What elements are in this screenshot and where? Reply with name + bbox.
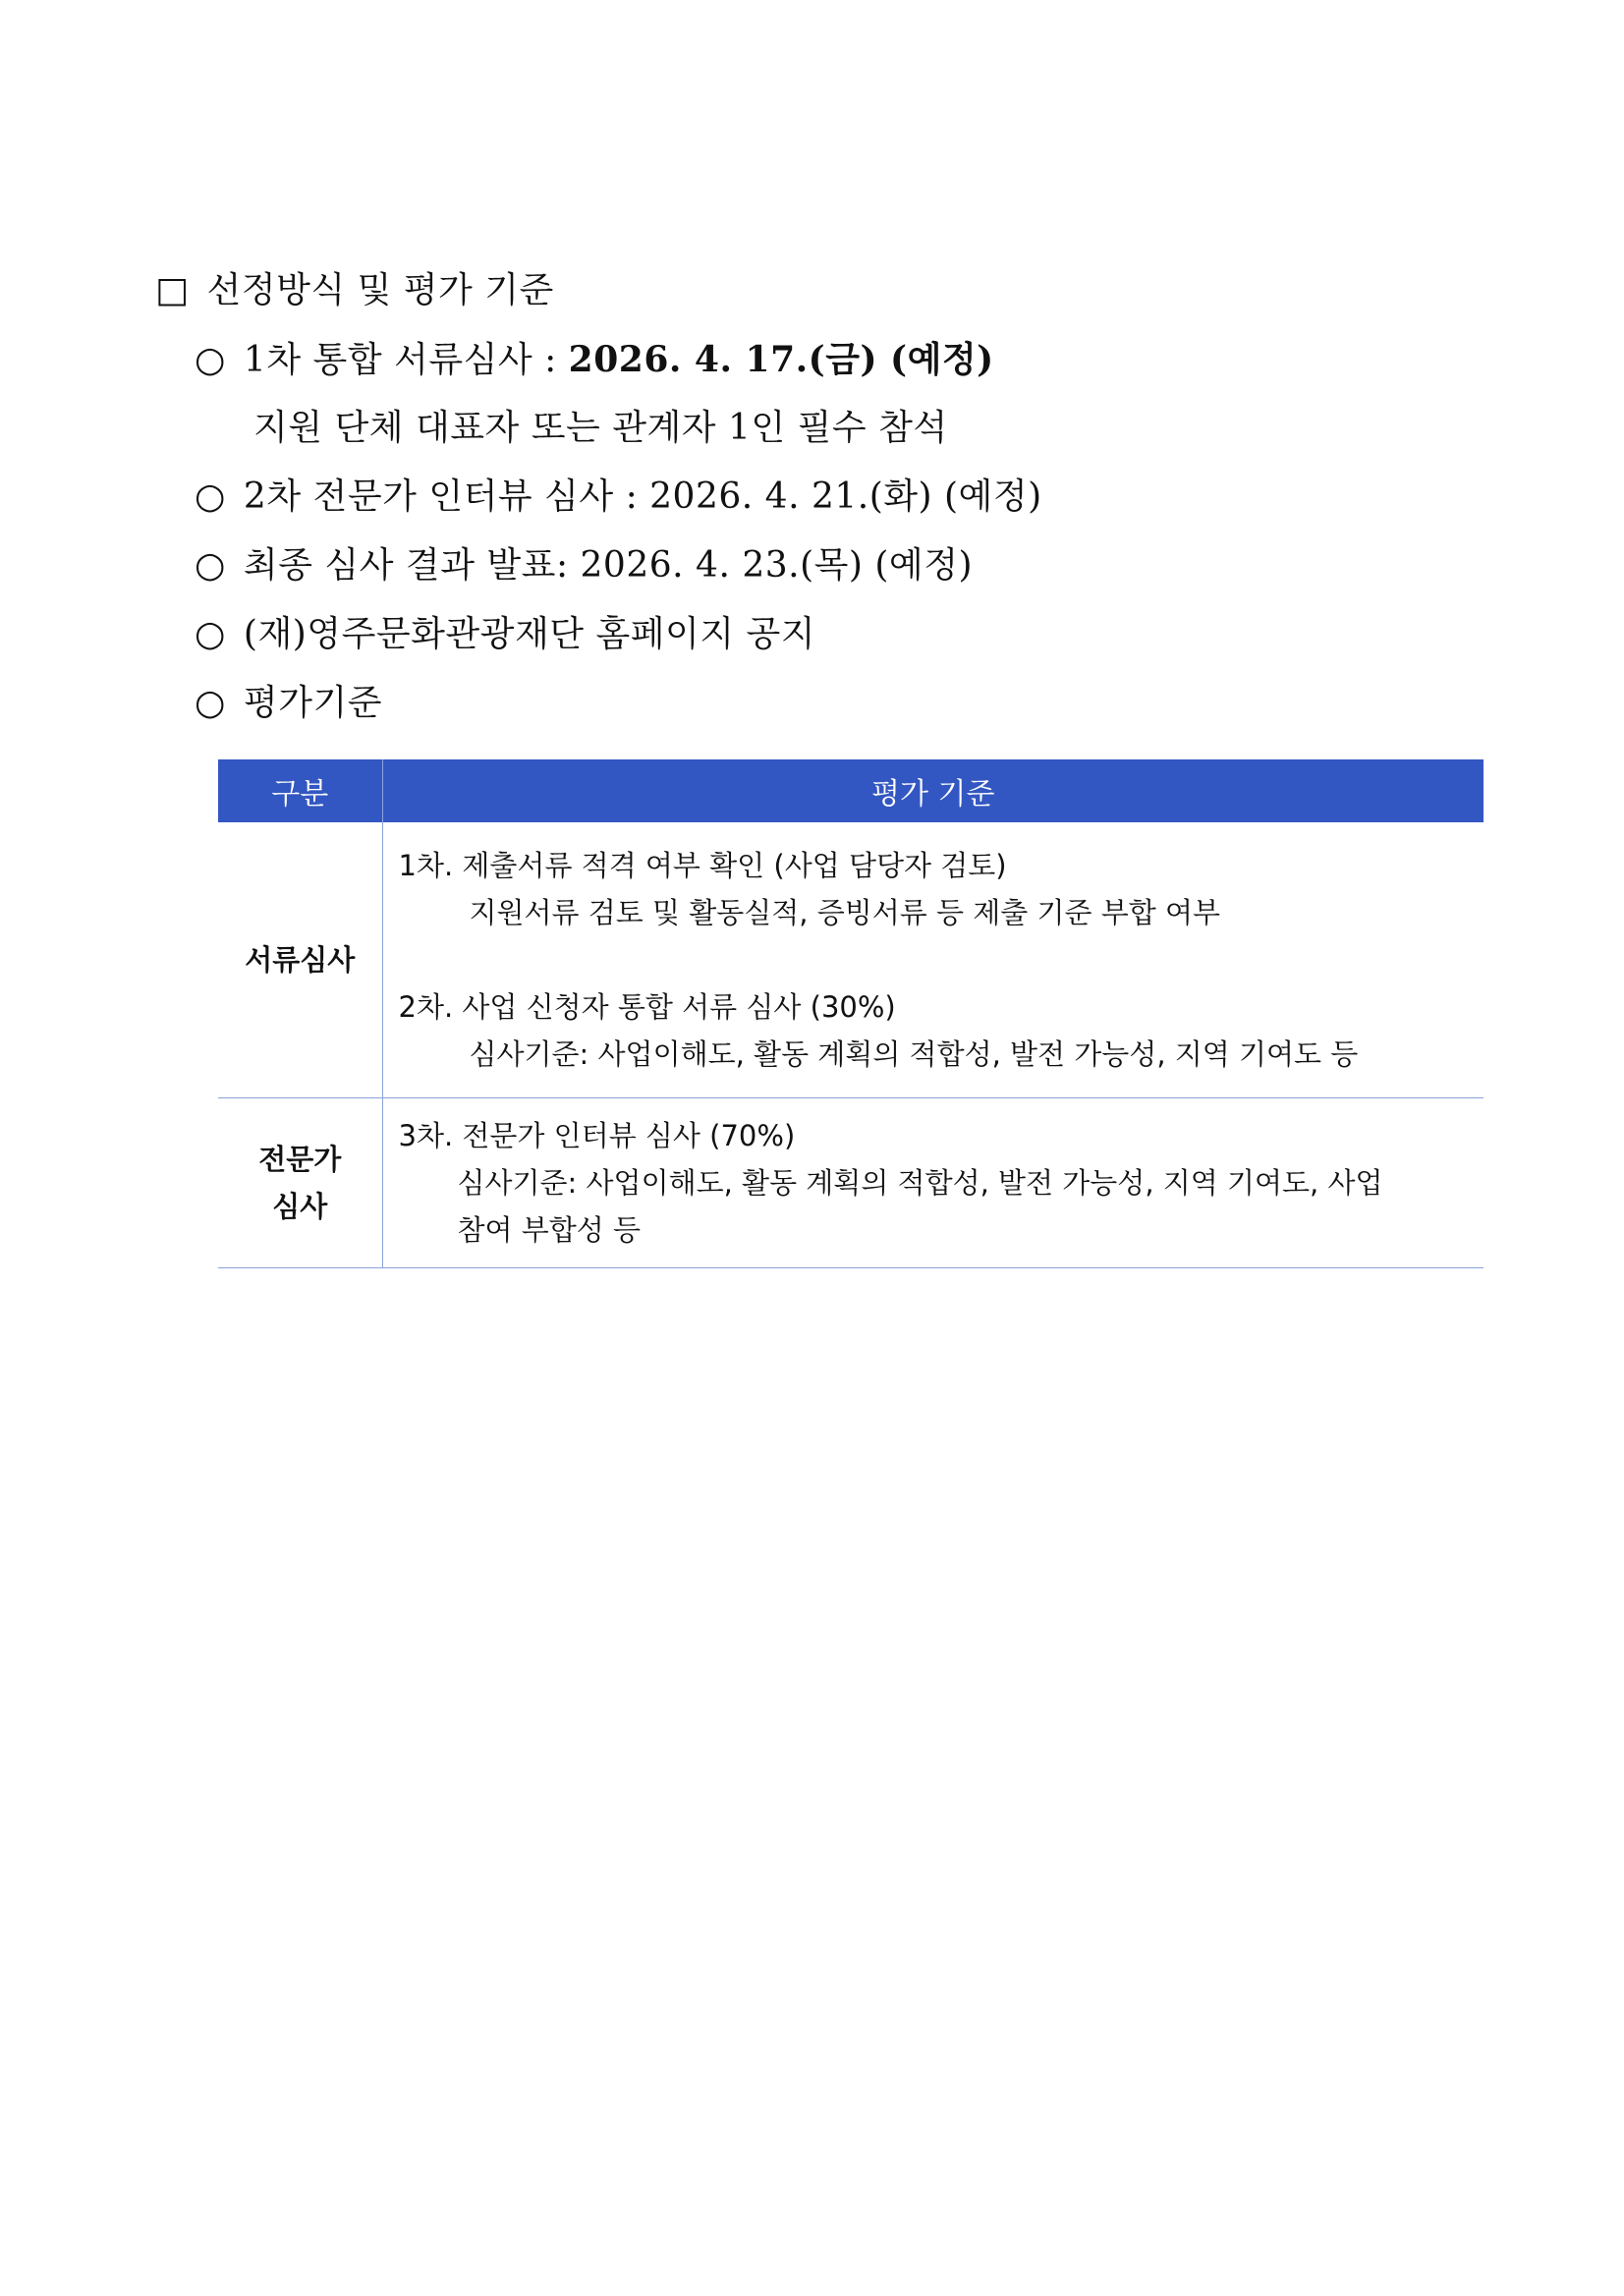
table-header-category: 구분 (218, 759, 382, 822)
criteria-line: 2차. 사업 신청자 통합 서류 심사 (30%) (398, 989, 896, 1024)
criteria-line: 지원서류 검토 및 활동실적, 증빙서류 등 제출 기준 부합 여부 (469, 895, 1221, 929)
table-row (218, 822, 1484, 1097)
item-text-plain: 1차 통합 서류심사 : (243, 340, 569, 380)
category-label: 전문가 (258, 1142, 342, 1176)
table-row (218, 1097, 1484, 1267)
table-header-row (218, 759, 1484, 822)
table-cell-criteria (382, 822, 1484, 1097)
table-header-criteria: 평가 기준 (382, 759, 1484, 822)
category-label: 심사 (272, 1189, 328, 1223)
circle-bullet-icon: ○ (195, 340, 226, 380)
item-text: (재)영주문화관광재단 홈페이지 공지 (243, 614, 816, 654)
criteria-line: 심사기준: 사업이해도, 활동 계획의 적합성, 발전 가능성, 지역 기여도 등 (469, 1036, 1359, 1071)
section-heading (155, 269, 554, 312)
item-criteria (195, 682, 382, 725)
item-text: 최종 심사 결과 발표: 2026. 4. 23.(목) (예정) (243, 545, 974, 586)
item-final-result (195, 544, 973, 588)
section-title: 선정방식 및 평가 기준 (206, 270, 554, 310)
circle-bullet-icon: ○ (195, 476, 226, 517)
item-sub-text: 지원 단체 대표자 또는 관계자 1인 필수 참석 (253, 408, 948, 448)
criteria-line: 심사기준: 사업이해도, 활동 계획의 적합성, 발전 가능성, 지역 기여도, 사업 (457, 1165, 1383, 1200)
category-label: 서류심사 (245, 942, 356, 977)
checkbox-square-icon: □ (155, 270, 190, 310)
table-cell-category (218, 1097, 382, 1267)
item-first-review-note (253, 407, 948, 450)
item-first-review (195, 338, 994, 382)
table-cell-criteria (382, 1097, 1484, 1267)
item-homepage-notice (195, 613, 815, 656)
criteria-line: 3차. 전문가 인터뷰 심사 (70%) (398, 1118, 796, 1152)
criteria-line: 참여 부합성 등 (457, 1212, 642, 1247)
item-second-review (195, 476, 1042, 519)
item-text: 2차 전문가 인터뷰 심사 : 2026. 4. 21.(화) (예정) (243, 476, 1042, 517)
circle-bullet-icon: ○ (195, 614, 226, 654)
criteria-line: 1차. 제출서류 적격 여부 확인 (사업 담당자 검토) (398, 848, 1007, 882)
circle-bullet-icon: ○ (195, 683, 226, 723)
circle-bullet-icon: ○ (195, 545, 226, 586)
item-date-bold: 2026. 4. 17.(금) (예정) (568, 339, 994, 380)
table-cell-category (218, 822, 382, 1097)
item-text: 평가기준 (243, 683, 383, 723)
evaluation-table (218, 759, 1484, 1268)
